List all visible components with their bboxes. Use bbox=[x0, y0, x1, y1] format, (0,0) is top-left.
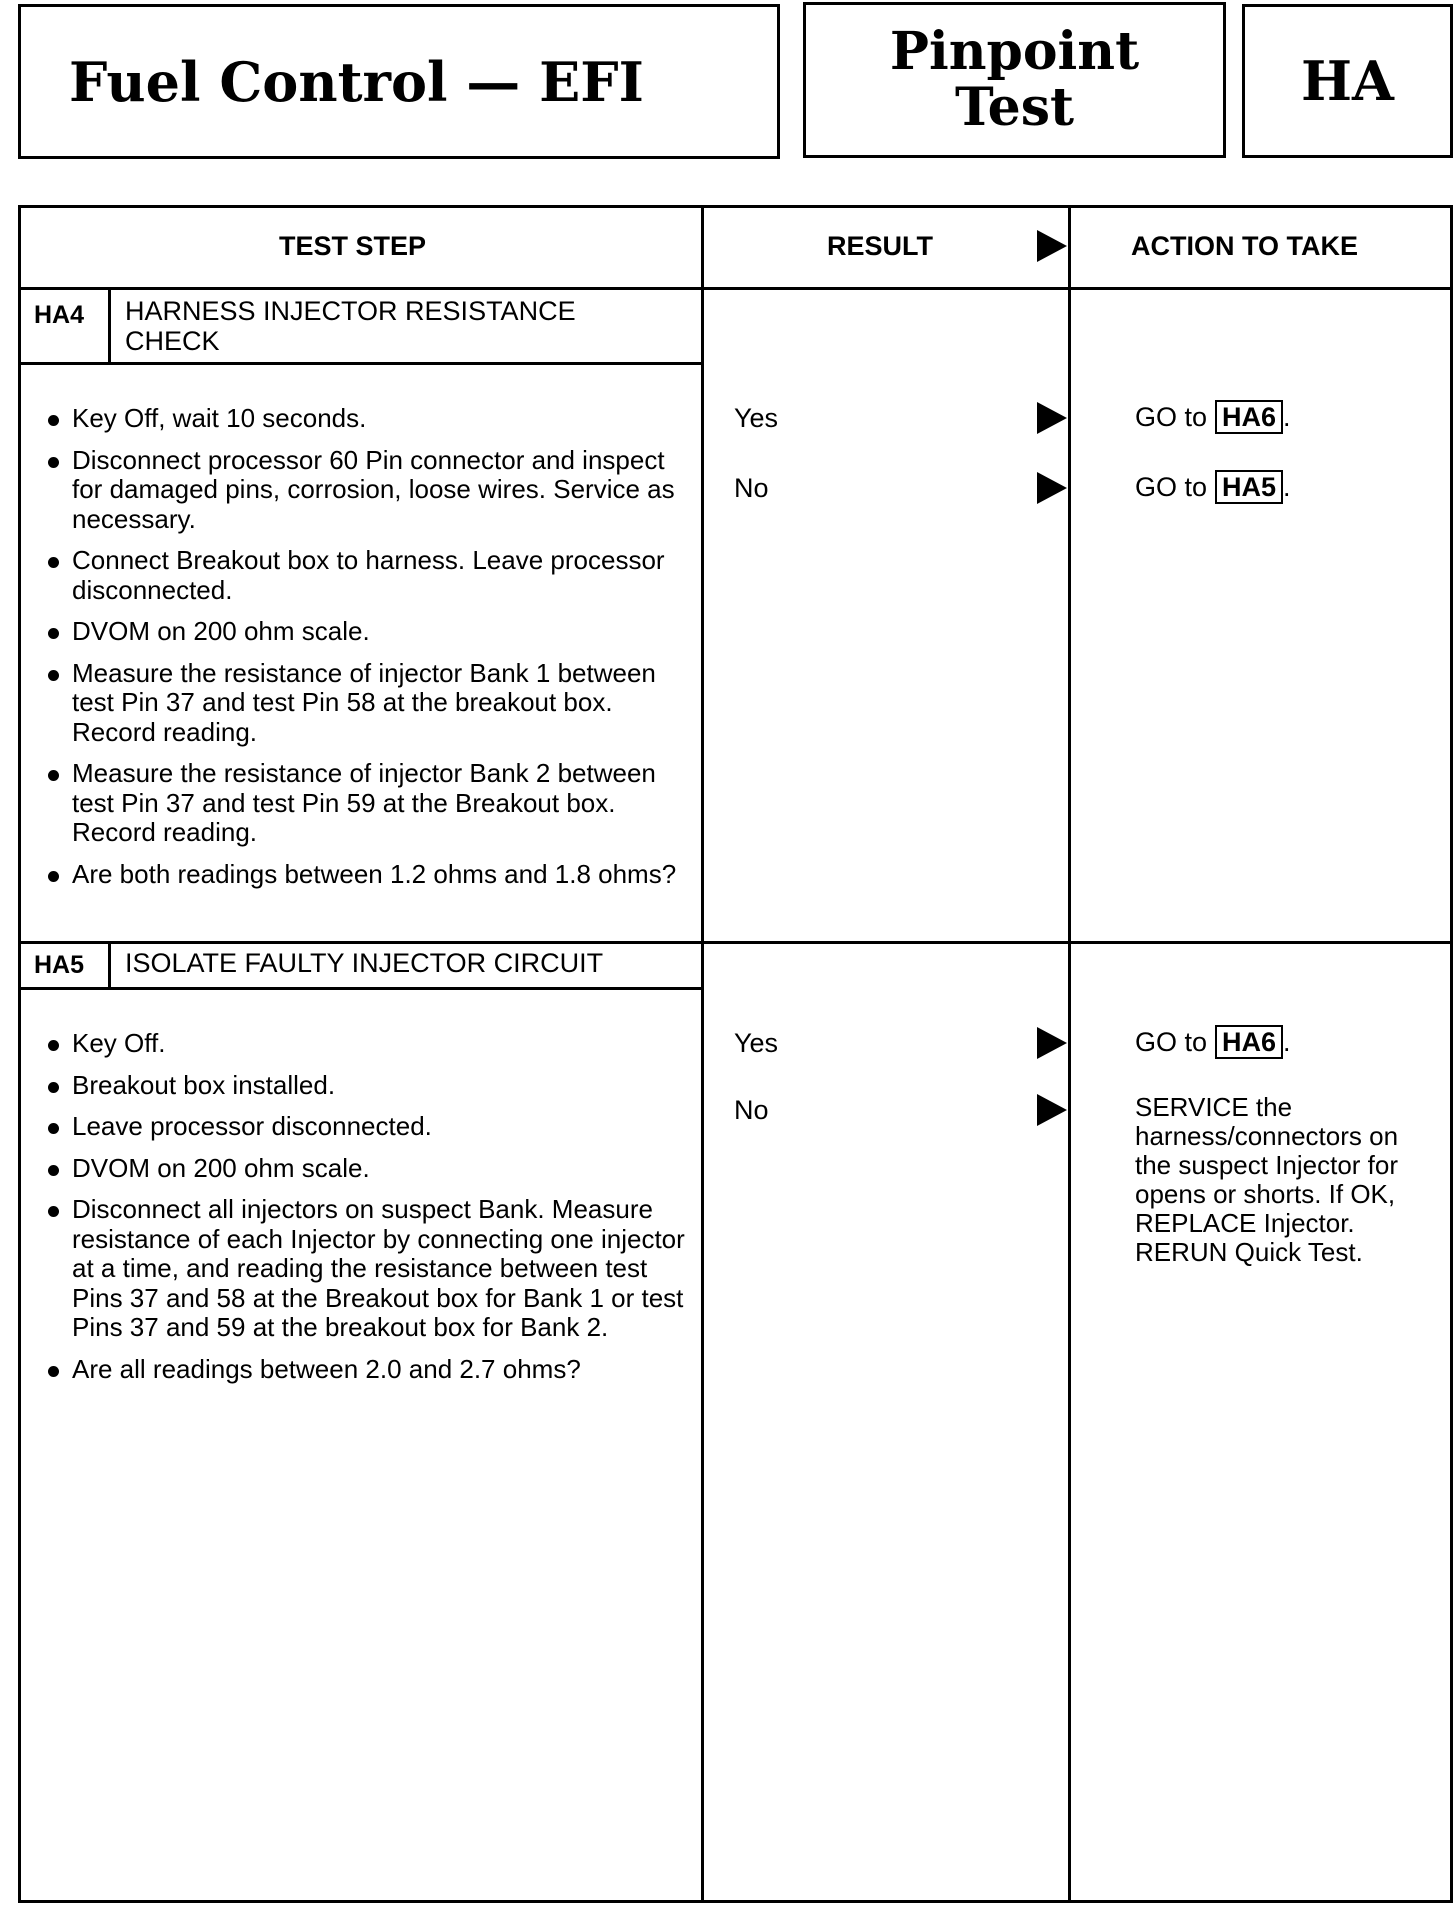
pinpoint-test-box bbox=[803, 2, 1226, 158]
step-title-line: ISOLATE FAULTY INJECTOR CIRCUIT bbox=[125, 948, 604, 978]
action-prefix: GO to bbox=[1135, 471, 1208, 502]
column-header-test-step: TEST STEP bbox=[279, 231, 427, 261]
instruction-item: Connect Breakout box to harness. Leave processor disconnected. bbox=[34, 546, 684, 605]
instruction-item: Are all readings between 2.0 and 2.7 ohms? bbox=[34, 1355, 694, 1385]
step-ref-ha5: HA5 bbox=[1215, 470, 1283, 504]
action-suffix: . bbox=[1283, 401, 1291, 432]
step-row-divider bbox=[21, 941, 1450, 944]
result-no: No bbox=[734, 1095, 769, 1125]
step-ref-ha6: HA6 bbox=[1215, 400, 1283, 434]
instruction-item: Key Off, wait 10 seconds. bbox=[34, 404, 684, 434]
instruction-item: DVOM on 200 ohm scale. bbox=[34, 617, 684, 647]
header-row-divider bbox=[21, 287, 1450, 290]
column-divider-result bbox=[701, 208, 704, 1900]
test-table bbox=[18, 205, 1453, 1903]
instruction-item: Disconnect all injectors on suspect Bank. Measure resistance of each Injector by connecting one injector at a time, and reading the resistance between test Pins 37 and 58 at the Breakout box for Bank 1 or test Pins 37 and 59 at the breakout box for Bank 2. bbox=[34, 1195, 694, 1343]
instruction-item: Breakout box installed. bbox=[34, 1071, 694, 1101]
action-service-text: SERVICE the harness/connectors on the suspect Injector for opens or shorts. If OK, REPLACE Injector. RERUN Quick Test. bbox=[1135, 1092, 1399, 1267]
step-id: HA4 bbox=[34, 301, 85, 329]
step-title bbox=[125, 948, 603, 978]
column-header-action: ACTION TO TAKE bbox=[1131, 231, 1358, 261]
action-goto-ha6 bbox=[1135, 1025, 1291, 1059]
result-no: No bbox=[734, 473, 769, 503]
test-code: HA bbox=[1301, 49, 1394, 113]
step-ha5-instructions bbox=[34, 1029, 694, 1396]
action-prefix: GO to bbox=[1135, 401, 1208, 432]
column-divider-action bbox=[1068, 208, 1071, 1900]
instruction-item: DVOM on 200 ohm scale. bbox=[34, 1154, 694, 1184]
instruction-item: Are both readings between 1.2 ohms and 1.8 ohms? bbox=[34, 860, 684, 890]
header-arrow-icon bbox=[1037, 230, 1067, 262]
step-ref-ha6: HA6 bbox=[1215, 1025, 1283, 1059]
step-ha5-header-bottom bbox=[21, 987, 704, 990]
step-ha4-header-bottom bbox=[21, 362, 704, 365]
instruction-item: Measure the resistance of injector Bank 1 between test Pin 37 and test Pin 58 at the breakout box. Record reading. bbox=[34, 659, 684, 748]
step-title-line: HARNESS INJECTOR RESISTANCE bbox=[125, 296, 576, 326]
step-ha5-id-divider bbox=[108, 941, 111, 989]
result-arrow-icon bbox=[1037, 1094, 1067, 1126]
instruction-item: Measure the resistance of injector Bank 2 between test Pin 37 and test Pin 59 at the Breakout box. Record reading. bbox=[34, 759, 684, 848]
pinpoint-test-label bbox=[889, 20, 1140, 138]
step-ha4-instructions bbox=[34, 404, 684, 901]
step-id: HA5 bbox=[34, 951, 85, 979]
action-prefix: GO to bbox=[1135, 1026, 1208, 1057]
instruction-item: Leave processor disconnected. bbox=[34, 1112, 694, 1142]
title-box bbox=[18, 4, 780, 159]
pinpoint-label-line2: Test bbox=[954, 77, 1075, 138]
instruction-item: Key Off. bbox=[34, 1029, 694, 1059]
result-yes: Yes bbox=[734, 403, 779, 433]
action-goto-ha6 bbox=[1135, 400, 1291, 434]
action-goto-ha5 bbox=[1135, 470, 1291, 504]
test-code-box bbox=[1242, 4, 1453, 158]
pinpoint-label-line1: Pinpoint bbox=[889, 20, 1140, 82]
action-suffix: . bbox=[1283, 471, 1291, 502]
column-header-result: RESULT bbox=[827, 231, 933, 261]
result-arrow-icon bbox=[1037, 402, 1067, 434]
action-suffix: . bbox=[1283, 1026, 1291, 1057]
instruction-item: Disconnect processor 60 Pin connector and inspect for damaged pins, corrosion, loose wires. Service as necessary. bbox=[34, 446, 684, 535]
result-arrow-icon bbox=[1037, 1027, 1067, 1059]
step-ha4-id-divider bbox=[108, 287, 111, 365]
result-yes: Yes bbox=[734, 1028, 779, 1058]
step-title-line: CHECK bbox=[125, 326, 220, 356]
result-arrow-icon bbox=[1037, 472, 1067, 504]
page-title: Fuel Control — EFI bbox=[69, 49, 644, 114]
step-title bbox=[125, 296, 576, 356]
